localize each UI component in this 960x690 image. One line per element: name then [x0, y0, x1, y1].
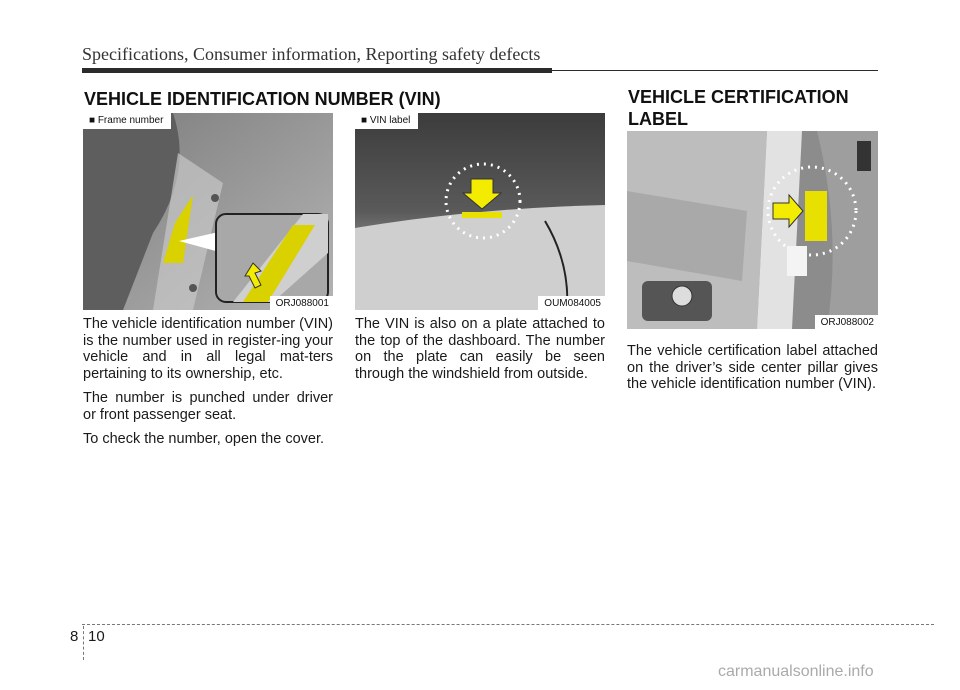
figure-code: ORJ088002 [815, 315, 878, 329]
paragraph: The VIN is also on a plate attached to the top of the dashboard. The number on the plate can easily be seen through the windshield from outside. [355, 316, 605, 382]
frame-number-label: ■ Frame number [83, 113, 171, 129]
figure-code: ORJ088001 [270, 296, 333, 310]
frame-number-illustration [83, 113, 333, 310]
vin-label-label: ■ VIN label [355, 113, 418, 129]
vin-column-2-text [355, 316, 605, 390]
header-bar [82, 68, 552, 73]
frame-number-figure [83, 113, 333, 310]
vin-label-figure [355, 113, 605, 310]
cert-heading: VEHICLE CERTIFICATION LABEL [628, 87, 849, 129]
paragraph: The vehicle identification number (VIN) is the number used in register-ing your vehicle and in all legal mat-ters pertaining to its ownership, etc. [83, 316, 333, 382]
running-header: Specifications, Consumer information, Reporting safety defects [82, 44, 541, 64]
vin-label-illustration [355, 113, 605, 310]
paragraph: The number is punched under driver or front passenger seat. [83, 390, 333, 423]
section-number: 8 [70, 628, 79, 645]
header-rule [552, 70, 878, 71]
figure-code: OUM084005 [538, 296, 605, 310]
cert-label-figure [627, 131, 878, 329]
footer-rule [82, 624, 934, 625]
page-divider [83, 626, 84, 660]
paragraph: To check the number, open the cover. [83, 431, 325, 447]
page-number: 10 [88, 628, 105, 645]
cert-label-illustration [627, 131, 878, 329]
paragraph: The vehicle certification label attached on the driver’s side center pillar gives the vehicle identification number (VIN). [627, 343, 878, 392]
cert-column-text [627, 343, 878, 401]
vin-column-1-text [83, 316, 333, 456]
watermark: carmanualsonline.info [718, 663, 874, 680]
vin-heading: VEHICLE IDENTIFICATION NUMBER (VIN) [84, 89, 441, 109]
